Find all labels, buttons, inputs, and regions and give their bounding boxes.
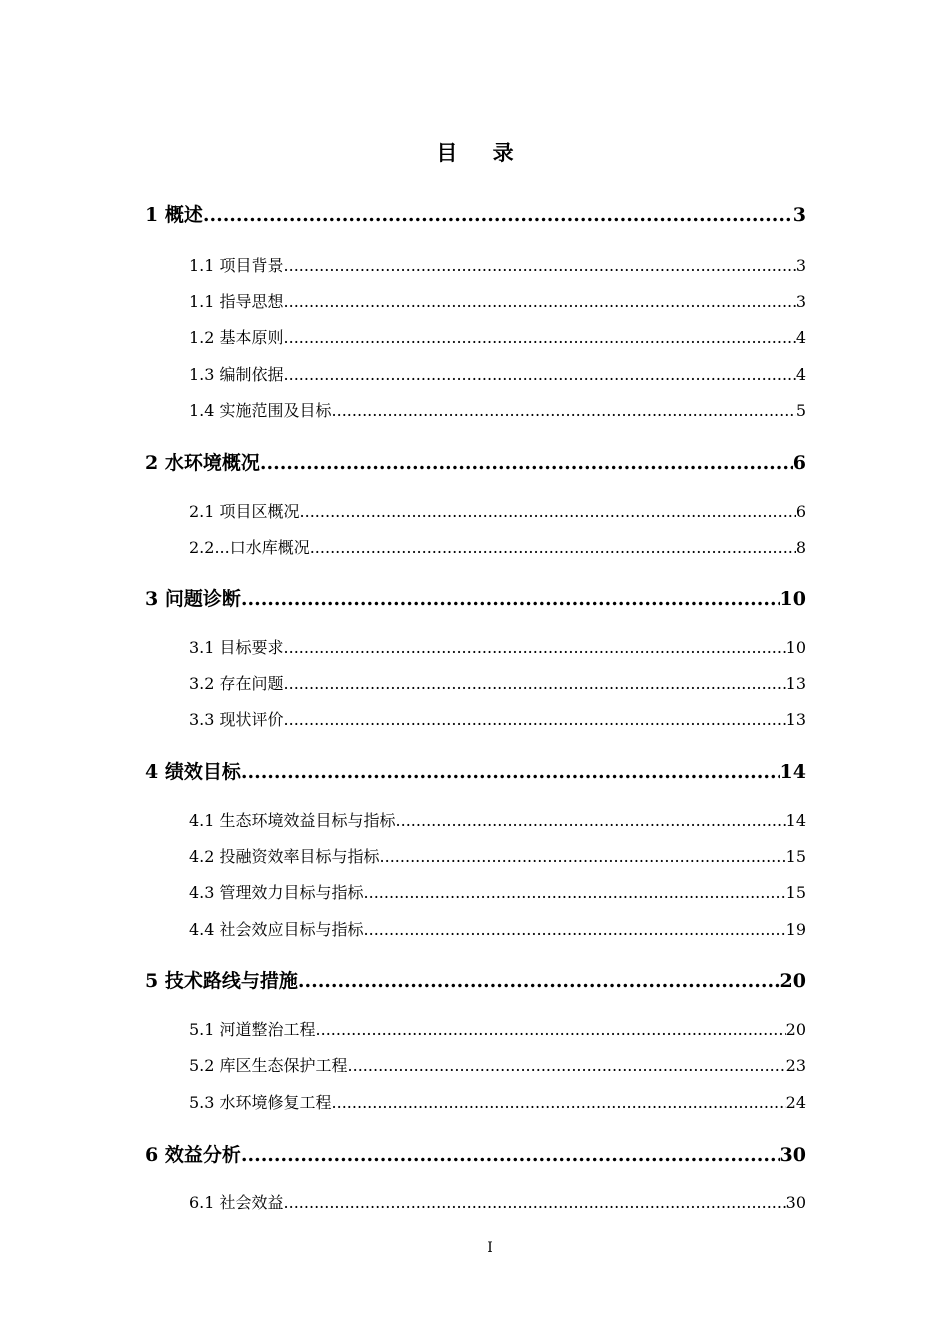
dot-leader: [260, 452, 793, 474]
dot-leader: [284, 292, 796, 311]
toc-section-entry[interactable]: [189, 253, 806, 276]
toc-entry-label: 6.1 社会效益: [189, 1193, 284, 1212]
toc-chapter-entry[interactable]: [145, 200, 806, 227]
toc-entry-label: 1 概述: [145, 204, 203, 226]
dot-leader: [348, 1056, 786, 1075]
toc-entry-page-number: 5: [795, 401, 806, 420]
toc-entry-label: 4.4 社会效应目标与指标: [189, 920, 364, 939]
toc-title: 目 录: [436, 140, 528, 165]
toc-section-entry[interactable]: [189, 808, 806, 831]
toc-entry-page-number: 30: [785, 1193, 806, 1212]
toc-entry-page-number: 30: [779, 1144, 806, 1166]
toc-entry-page-number: 13: [785, 674, 806, 693]
toc-entry-label: 1.1 指导思想: [189, 292, 284, 311]
toc-section-entry[interactable]: [189, 535, 806, 558]
toc-entry-page-number: 10: [779, 588, 806, 610]
dot-leader: [284, 710, 786, 729]
toc-entry-label: 1.4 实施范围及目标: [189, 401, 332, 420]
toc-entry-page-number: 10: [785, 638, 806, 657]
toc-entry-page-number: 14: [785, 811, 806, 830]
toc-entry-page-number: 24: [785, 1093, 806, 1112]
toc-section-entry[interactable]: [189, 1017, 806, 1040]
toc-entry-page-number: 4: [795, 328, 806, 347]
toc-entry-page-number: 4: [795, 365, 806, 384]
dot-leader: [396, 811, 786, 830]
dot-leader: [203, 204, 793, 226]
toc-entry-page-number: 3: [795, 256, 806, 275]
toc-entry-page-number: 15: [785, 883, 806, 902]
dot-leader: [298, 970, 780, 992]
toc-entry-label: 2.1 项目区概况: [189, 502, 300, 521]
dot-leader: [300, 502, 796, 521]
toc-entry-label: 3.3 现状评价: [189, 710, 284, 729]
dot-leader: [310, 538, 796, 557]
toc-entry-page-number: 20: [785, 1020, 806, 1039]
toc-entry-label: 4.2 投融资效率目标与指标: [189, 847, 380, 866]
dot-leader: [284, 638, 786, 657]
toc-section-entry[interactable]: [189, 289, 806, 312]
toc-entry-label: 6 效益分析: [145, 1144, 241, 1166]
page-number: I: [487, 1240, 493, 1256]
toc-entry-label: 2 水环境概况: [145, 452, 260, 474]
dot-leader: [332, 401, 796, 420]
toc-entry-label: 5.1 河道整治工程: [189, 1020, 316, 1039]
dot-leader: [284, 256, 796, 275]
toc-entry-page-number: 8: [795, 538, 806, 557]
toc-chapter-entry[interactable]: [145, 757, 806, 784]
toc-entry-page-number: 6: [792, 452, 806, 474]
toc-entry-page-number: 20: [779, 970, 806, 992]
dot-leader: [284, 674, 786, 693]
dot-leader: [364, 920, 786, 939]
dot-leader: [316, 1020, 786, 1039]
toc-section-entry[interactable]: [189, 398, 806, 421]
toc-entry-page-number: 6: [795, 502, 806, 521]
toc-entry-page-number: 13: [785, 710, 806, 729]
toc-section-entry[interactable]: [189, 1090, 806, 1113]
dot-leader: [284, 1193, 786, 1212]
toc-entry-label: 1.2 基本原则: [189, 328, 284, 347]
toc-section-entry[interactable]: [189, 917, 806, 940]
toc-section-entry[interactable]: [189, 1190, 806, 1213]
toc-section-entry[interactable]: [189, 880, 806, 903]
toc-entry-label: 1.1 项目背景: [189, 256, 284, 275]
toc-section-entry[interactable]: [189, 1053, 806, 1076]
dot-leader: [380, 847, 786, 866]
dot-leader: [241, 761, 780, 783]
toc-entry-page-number: 15: [785, 847, 806, 866]
toc-entry-label: 3.2 存在问题: [189, 674, 284, 693]
toc-entry-label: 5 技术路线与措施: [145, 970, 298, 992]
dot-leader: [241, 1144, 780, 1166]
toc-entry-page-number: 14: [779, 761, 806, 783]
toc-section-entry[interactable]: [189, 707, 806, 730]
toc-chapter-entry[interactable]: [145, 448, 806, 475]
toc-chapter-entry[interactable]: [145, 584, 806, 611]
toc-section-entry[interactable]: [189, 499, 806, 522]
toc-section-entry[interactable]: [189, 844, 806, 867]
dot-leader: [241, 588, 780, 610]
toc-entry-label: 2.2...口水库概况: [189, 538, 310, 557]
toc-section-entry[interactable]: [189, 362, 806, 385]
dot-leader: [332, 1093, 786, 1112]
toc-section-entry[interactable]: [189, 635, 806, 658]
toc-chapter-entry[interactable]: [145, 1140, 806, 1167]
toc-entry-label: 5.2 库区生态保护工程: [189, 1056, 348, 1075]
dot-leader: [284, 365, 796, 384]
toc-entry-page-number: 3: [795, 292, 806, 311]
toc-entry-label: 4.3 管理效力目标与指标: [189, 883, 364, 902]
toc-entry-page-number: 23: [785, 1056, 806, 1075]
toc-entry-label: 5.3 水环境修复工程: [189, 1093, 332, 1112]
toc-section-entry[interactable]: [189, 671, 806, 694]
toc-entry-page-number: 3: [792, 204, 806, 226]
toc-entry-label: 4 绩效目标: [145, 761, 241, 783]
dot-leader: [284, 328, 796, 347]
toc-entry-label: 4.1 生态环境效益目标与指标: [189, 811, 396, 830]
toc-entry-label: 3 问题诊断: [145, 588, 241, 610]
toc-entry-label: 1.3 编制依据: [189, 365, 284, 384]
dot-leader: [364, 883, 786, 902]
toc-chapter-entry[interactable]: [145, 966, 806, 993]
toc-entry-label: 3.1 目标要求: [189, 638, 284, 657]
toc-entry-page-number: 19: [785, 920, 806, 939]
toc-section-entry[interactable]: [189, 325, 806, 348]
